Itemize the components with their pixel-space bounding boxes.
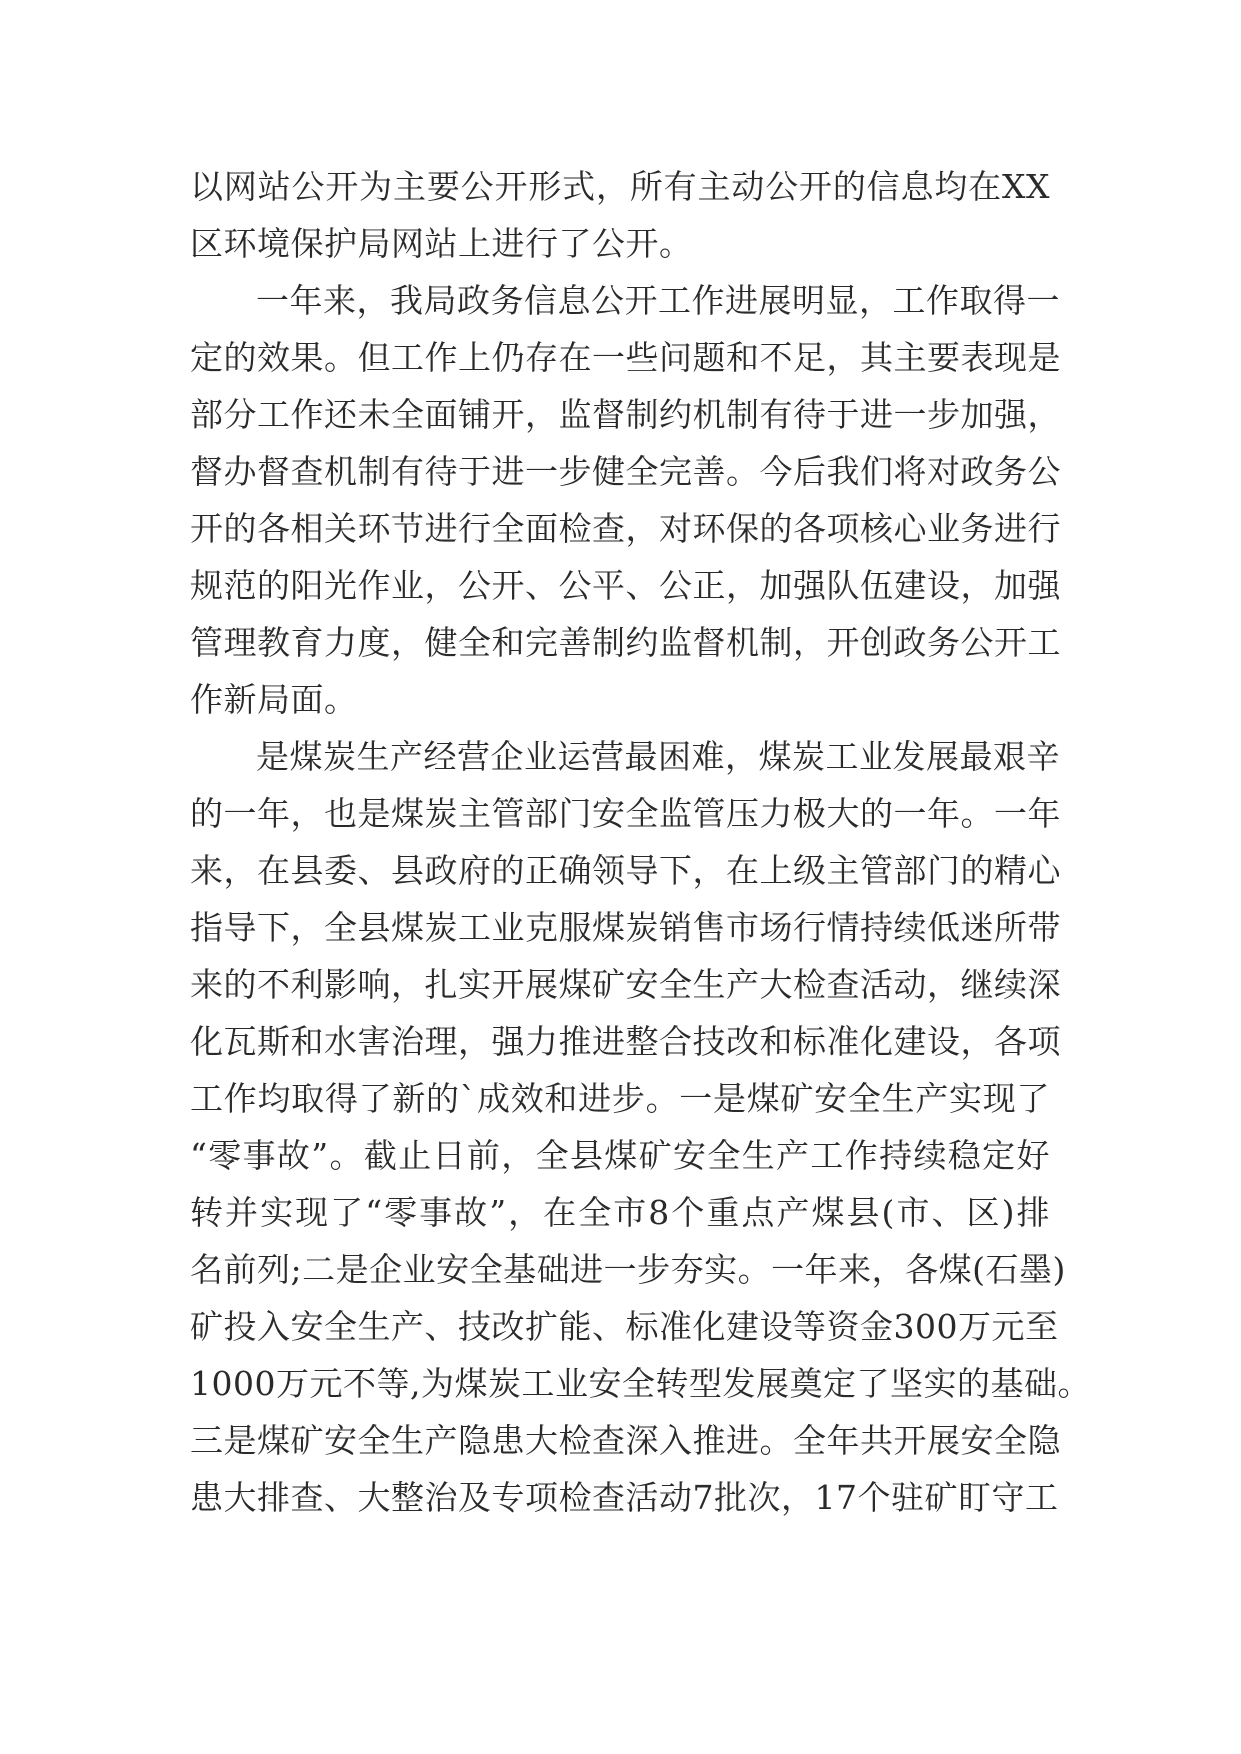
text-line: 作新局面。 — [190, 680, 358, 719]
text-line: 一年来，我局政务信息公开工作进展明显，工作取得一 — [256, 281, 1060, 320]
text-line: 管理教育力度，健全和完善制约监督机制，开创政务公开工 — [190, 623, 1061, 662]
text-line: 三是煤矿安全生产隐患大检查深入推进。全年共开展安全隐 — [190, 1421, 1061, 1460]
text-line: 名前列;二是企业安全基础进一步夯实。一年来，各煤(石墨) — [190, 1250, 1066, 1289]
text-line: 患大排查、大整治及专项检查活动7批次，17个驻矿盯守工 — [190, 1478, 1059, 1517]
text-line: 来，在县委、县政府的正确领导下，在上级主管部门的精心 — [190, 851, 1061, 890]
text-line: 督办督查机制有待于进一步健全完善。今后我们将对政务公 — [190, 452, 1061, 491]
text-line: 的一年，也是煤炭主管部门安全监管压力极大的一年。一年 — [190, 794, 1061, 833]
text-line: 转并实现了“零事故”，在全市8个重点产煤县(市、区)排 — [190, 1193, 1050, 1232]
text-line: 定的效果。但工作上仍存在一些问题和不足，其主要表现是 — [190, 338, 1061, 377]
text-line: 来的不利影响，扎实开展煤矿安全生产大检查活动，继续深 — [190, 965, 1061, 1004]
text-line: 开的各相关环节进行全面检查，对环保的各项核心业务进行 — [190, 509, 1061, 548]
text-line: 化瓦斯和水害治理，强力推进整合技改和标准化建设，各项 — [190, 1022, 1061, 1061]
text-line: 以网站公开为主要公开形式，所有主动公开的信息均在XX — [190, 167, 1050, 206]
document-body — [190, 158, 1091, 1526]
text-line: 规范的阳光作业，公开、公平、公正，加强队伍建设，加强 — [190, 566, 1061, 605]
text-line: “零事故”。截止日前，全县煤矿安全生产工作持续稳定好 — [190, 1136, 1050, 1175]
text-line: 是煤炭生产经营企业运营最困难，煤炭工业发展最艰辛 — [256, 737, 1060, 776]
text-line: 矿投入安全生产、技改扩能、标准化建设等资金300万元至 — [190, 1307, 1059, 1346]
text-line: 1000万元不等,为煤炭工业安全转型发展奠定了坚实的基础。 — [190, 1364, 1091, 1403]
text-line: 区环境保护局网站上进行了公开。 — [190, 224, 693, 263]
text-line: 工作均取得了新的`成效和进步。一是煤矿安全生产实现了 — [190, 1079, 1050, 1118]
text-line: 部分工作还未全面铺开，监督制约机制有待于进一步加强， — [190, 395, 1061, 434]
text-line: 指导下，全县煤炭工业克服煤炭销售市场行情持续低迷所带 — [190, 908, 1061, 947]
